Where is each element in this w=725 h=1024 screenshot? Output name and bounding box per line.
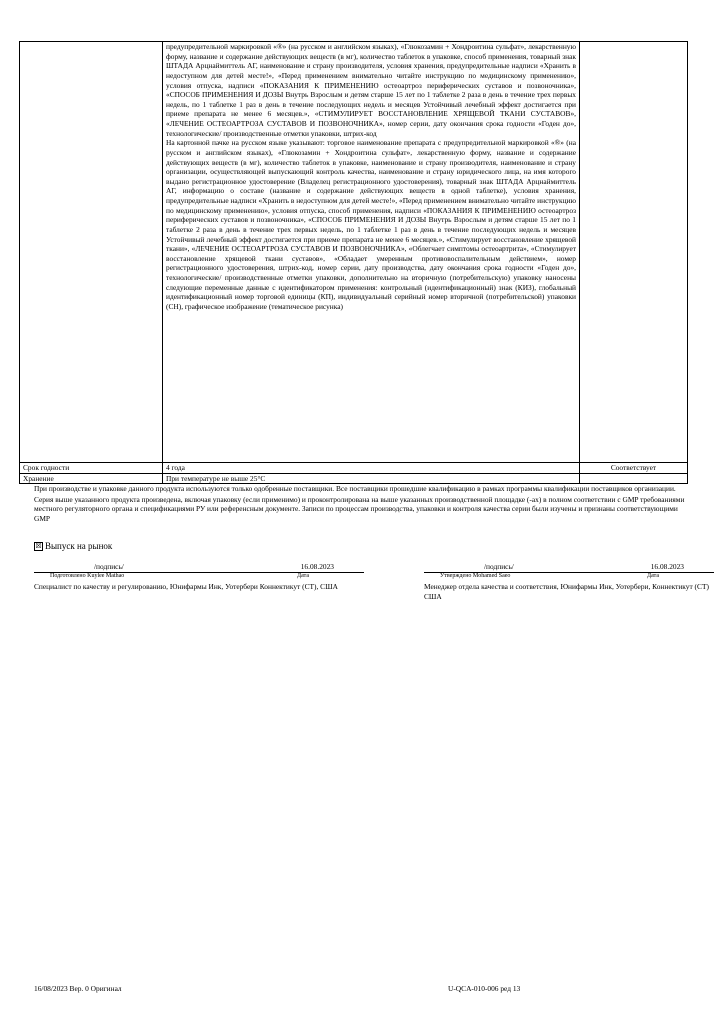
specification-table [19, 41, 688, 484]
signature-block-left [34, 562, 364, 592]
labeling-paragraph: На картонной пачке на русском языке указывают: торговое наименование препарата с предупредительной маркировкой «®» (на русском и английском языках), «Глюкозамин + Хондроитина сульфат», лекарственную форму, название и содержание действующих веществ (в мг), количество таблеток в упаковке, наименование и страну производителя, наименование и страну организации, осуществляющей выпускающий контроль качества, наименование и страну юридического лица, на имя которого выдано регистрационное удостоверение (Владелец регистрационного удостоверения), товарный знак ШТАДА Арцнаймиттель АГ, информацию о составе (название и содержание действующих веществ в одной таблетке), условия хранения, предупредительные надписи «Хранить в недоступном для детей месте!», «Перед применением внимательно читайте инструкцию по медицинскому применению», условия отпуска, способ применения, надписи «ПОКАЗАНИЯ К ПРИМЕНЕНИЮ остеоартроз периферических суставов и позвоночника», «СПОСОБ ПРИМЕНЕНИЯ И ДОЗЫ Внутрь Взрослым и детям старше 15 лет по 1 таблетке 2 раза в день в течение трех первых недель, по 1 таблетке 1 раз в день в течение последующих недель и месяцев Устойчивый лечебный эффект достигается при приеме препарата не менее 6 месяцев.», «Стимулирует восстановление хрящевой ткани», «ЛЕЧЕНИЕ ОСТЕОАРТРОЗА СУСТАВОВ И ПОЗВОНОЧНИКА», «Облегчает симптомы остеоартрита», «Стимулирует восстановление хрящевой ткани суставов», «Обладает умеренным противовоспалительным действием», номер регистрационного удостоверения, штрих-код, номер серии, дату производства, дату окончания срока годности «Годен до», технологические/ производственные отметки упаковки, дополнительно на вторичную (потребительскую) упаковку наносены следующие переменные данные с идентификатором применения: контрольный (идентификационный) знак (КИЗ), глобальный идентификационный номер торговой единицы (КП), индивидуальный серийный номер вторичной (потребительской) упаковки (СН), графическое изображение (тематическое рисунка) [166, 138, 576, 311]
labeling-paragraph: предупредительной маркировкой «®» (на русском и английском языках), «Глюкозамин + Хондроитина сульфат», лекарственную форму, название и содержание действующих веществ (в мг), количество таблеток в упаковке, способ применения, товарный знак ШТАДА Арцнаймиттель АГ, наименование и страну производителя, условия хранения, предупредительные надписи «Хранить в недоступном для детей месте!», «Перед применением внимательно читайте инструкцию по медицинскому применению», условия отпуска, надписи «ПОКАЗАНИЯ К ПРИМЕНЕНИЮ остеоартроз периферических суставов и позвоночника», «СПОСОБ ПРИМЕНЕНИЯ И ДОЗЫ Внутрь Взрослым и детям старше 15 лет по 1 таблетке 2 раза в день в течение трех первых недель, по 1 таблетке 1 раз в день в течение последующих недель и месяцев Устойчивый лечебный эффект достигается при приеме препарата не менее 6 месяцев.», «СТИМУЛИРУЕТ ВОССТАНОВЛЕНИЕ ХРЯЩЕВОЙ ТКАНИ СУСТАВОВ», «ЛЕЧЕНИЕ ОСТЕОАРТРОЗА СУСТАВОВ И ПОЗВОНОЧНИКА», номер серии, дату окончания срока годности «Годен до», технологические/ производственные отметки упаковки, штрих-код [166, 42, 576, 138]
table-row [20, 473, 688, 484]
labeling-requirements-cell [163, 42, 580, 463]
row-value: При температуре не выше 25°С [163, 473, 580, 484]
table-cell-empty [580, 42, 688, 463]
row-label: Срок годности [20, 463, 163, 474]
row-label: Хранение [20, 473, 163, 484]
signature-text: /подпись/ [94, 562, 124, 571]
table-cell-empty [20, 42, 163, 463]
signer-description: Специалист по качеству и регулированию, Юнифармы Инк, Уотербери Коннектикут (СТ), США [34, 582, 338, 592]
footer-version: 16/08/2023 Вер. 0 Оригинал [34, 984, 122, 993]
signature-block-right [424, 562, 714, 602]
notes-section [34, 484, 694, 525]
note-text: При производстве и упаковке данного продукта используются только одобренные поставщики. Все поставщики прошедшие квалификацию в рамках программы квалификации поставщиков организации. [34, 484, 676, 493]
checked-checkbox-icon[interactable]: ☒ [35, 541, 42, 550]
row-value: 4 года [163, 463, 580, 474]
release-option [34, 541, 112, 551]
signature-date: 16.08.2023 [300, 562, 334, 571]
table-row [20, 42, 688, 463]
date-caption: Дата [647, 572, 659, 579]
row-result [580, 473, 688, 484]
signature-date: 16.08.2023 [650, 562, 684, 571]
note-text: Серия выше указанного продукта произведена, включая упаковку (если применимо) и проконтролирована на выше указанных производственной площадке (-ах) в полном соответствии с GMP требованиями местного регуляторного органа и спецификациями РУ или референсным документе. Записи по процессам производства, упаковки и контроля качества серии были изучены и признаны соответствующими GMP [34, 494, 685, 523]
release-label: Выпуск на рынок [45, 541, 113, 551]
approver-caption: Утверждено Mohamed Saeo [440, 572, 511, 579]
signer-description: Менеджер отдела качества и соответствия, Юнифармы Инк, Уотербери, Коннектикут (СТ) США [424, 582, 709, 602]
date-caption: Дата [297, 572, 309, 579]
row-result: Соответствует [580, 463, 688, 474]
footer-doc-code: U-QCA-010-006 ред 13 [448, 984, 521, 993]
signature-text: /подпись/ [484, 562, 514, 571]
approver-caption: Подготовлено Kuylee Mathao [50, 572, 125, 579]
table-row [20, 463, 688, 474]
